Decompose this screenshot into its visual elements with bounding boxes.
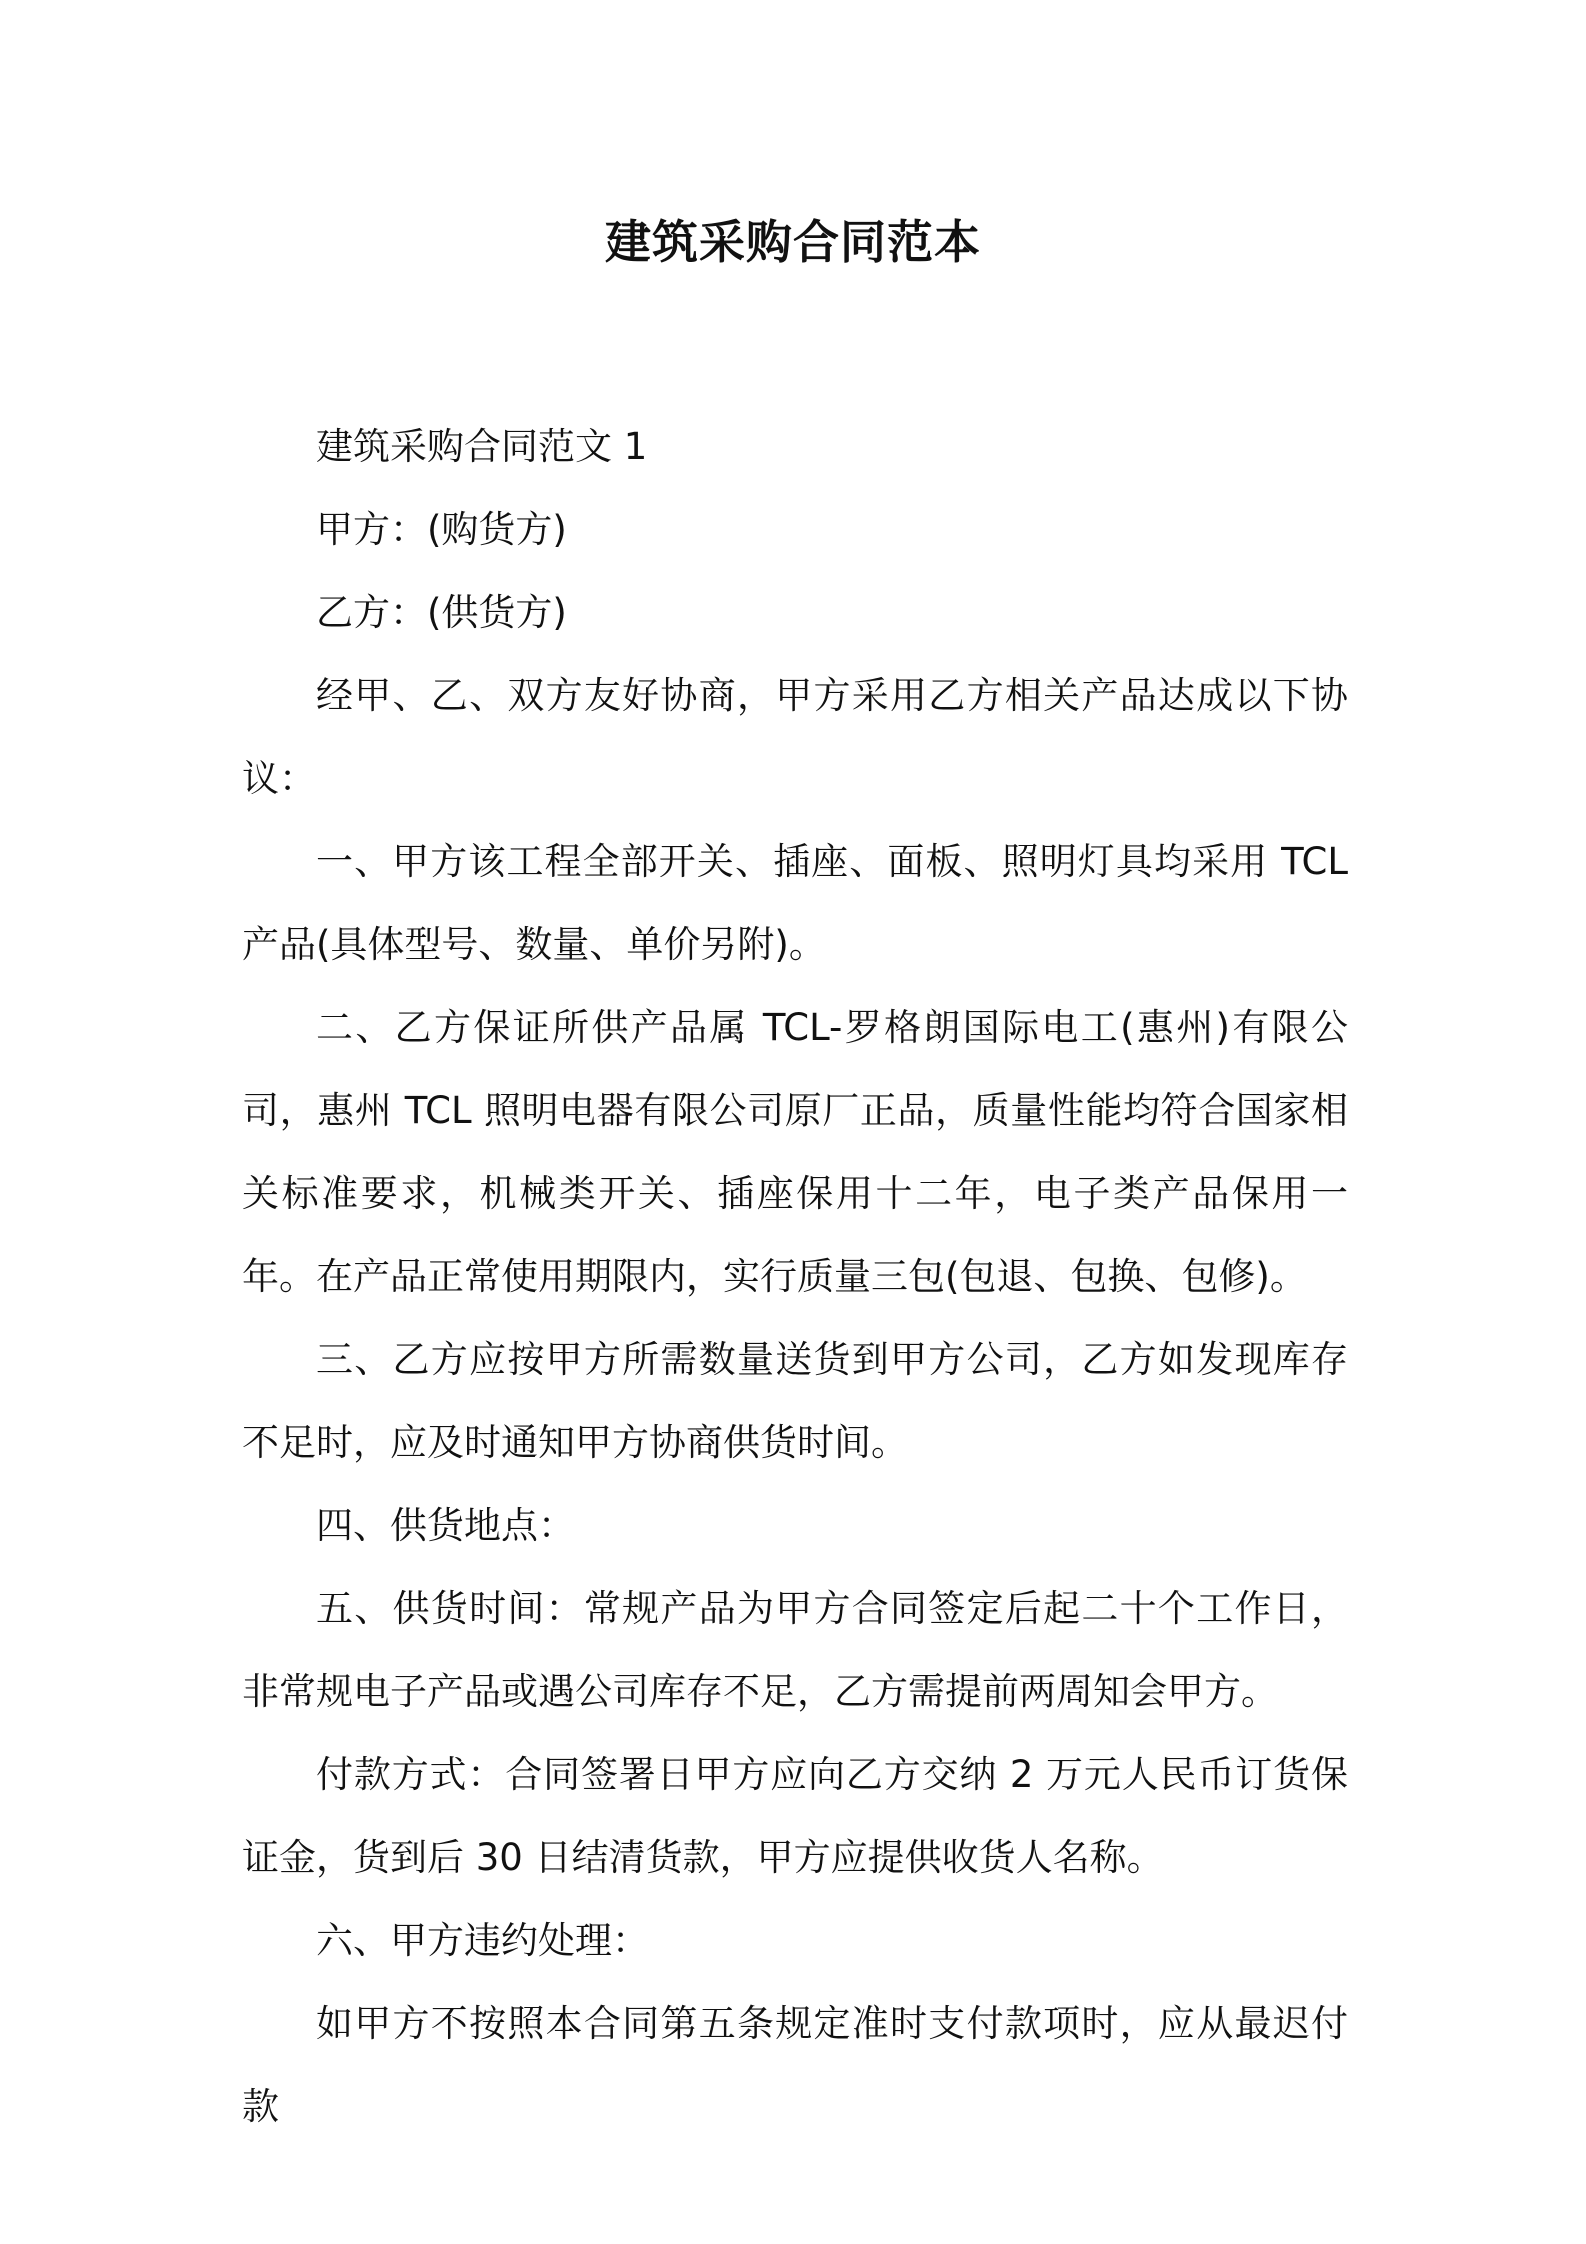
paragraph-clause-1: 一、甲方该工程全部开关、插座、面板、照明灯具均采用 TCL 产品(具体型号、数量、单价另附)。 [242,840,1348,966]
document-body [242,405,1348,2148]
paragraph-breach-terms: 如甲方不按照本合同第五条规定准时支付款项时，应从最迟付款 [242,2002,1348,2128]
document-title: 建筑采购合同范本 [605,215,981,269]
paragraph-preamble: 经甲、乙、双方友好协商，甲方采用乙方相关产品达成以下协议： [242,674,1348,800]
paragraph-contract-heading: 建筑采购合同范文 1 [316,425,648,468]
paragraph-clause-6: 六、甲方违约处理： [316,1919,649,1962]
paragraph-clause-2: 二、乙方保证所供产品属 TCL-罗格朗国际电工(惠州)有限公司，惠州 TCL 照明电器有限公司原厂正品，质量性能均符合国家相关标准要求，机械类开关、插座保用十二年，电子类产品保用一年。在产品正常使用期限内，实行质量三包(包退、包换、包修)。 [242,1006,1348,1298]
paragraph-payment-terms: 付款方式：合同签署日甲方应向乙方交纳 2 万元人民币订货保证金，货到后 30 日结清货款，甲方应提供收货人名称。 [242,1753,1348,1879]
paragraph-clause-5: 五、供货时间：常规产品为甲方合同签定后起二十个工作日，非常规电子产品或遇公司库存不足，乙方需提前两周知会甲方。 [242,1587,1348,1713]
paragraph-party-a: 甲方：(购货方) [316,508,567,551]
paragraph-clause-4: 四、供货地点： [316,1504,575,1547]
paragraph-clause-3: 三、乙方应按甲方所需数量送货到甲方公司，乙方如发现库存不足时，应及时通知甲方协商供货时间。 [242,1338,1348,1464]
paragraph-party-b: 乙方：(供货方) [316,591,567,634]
